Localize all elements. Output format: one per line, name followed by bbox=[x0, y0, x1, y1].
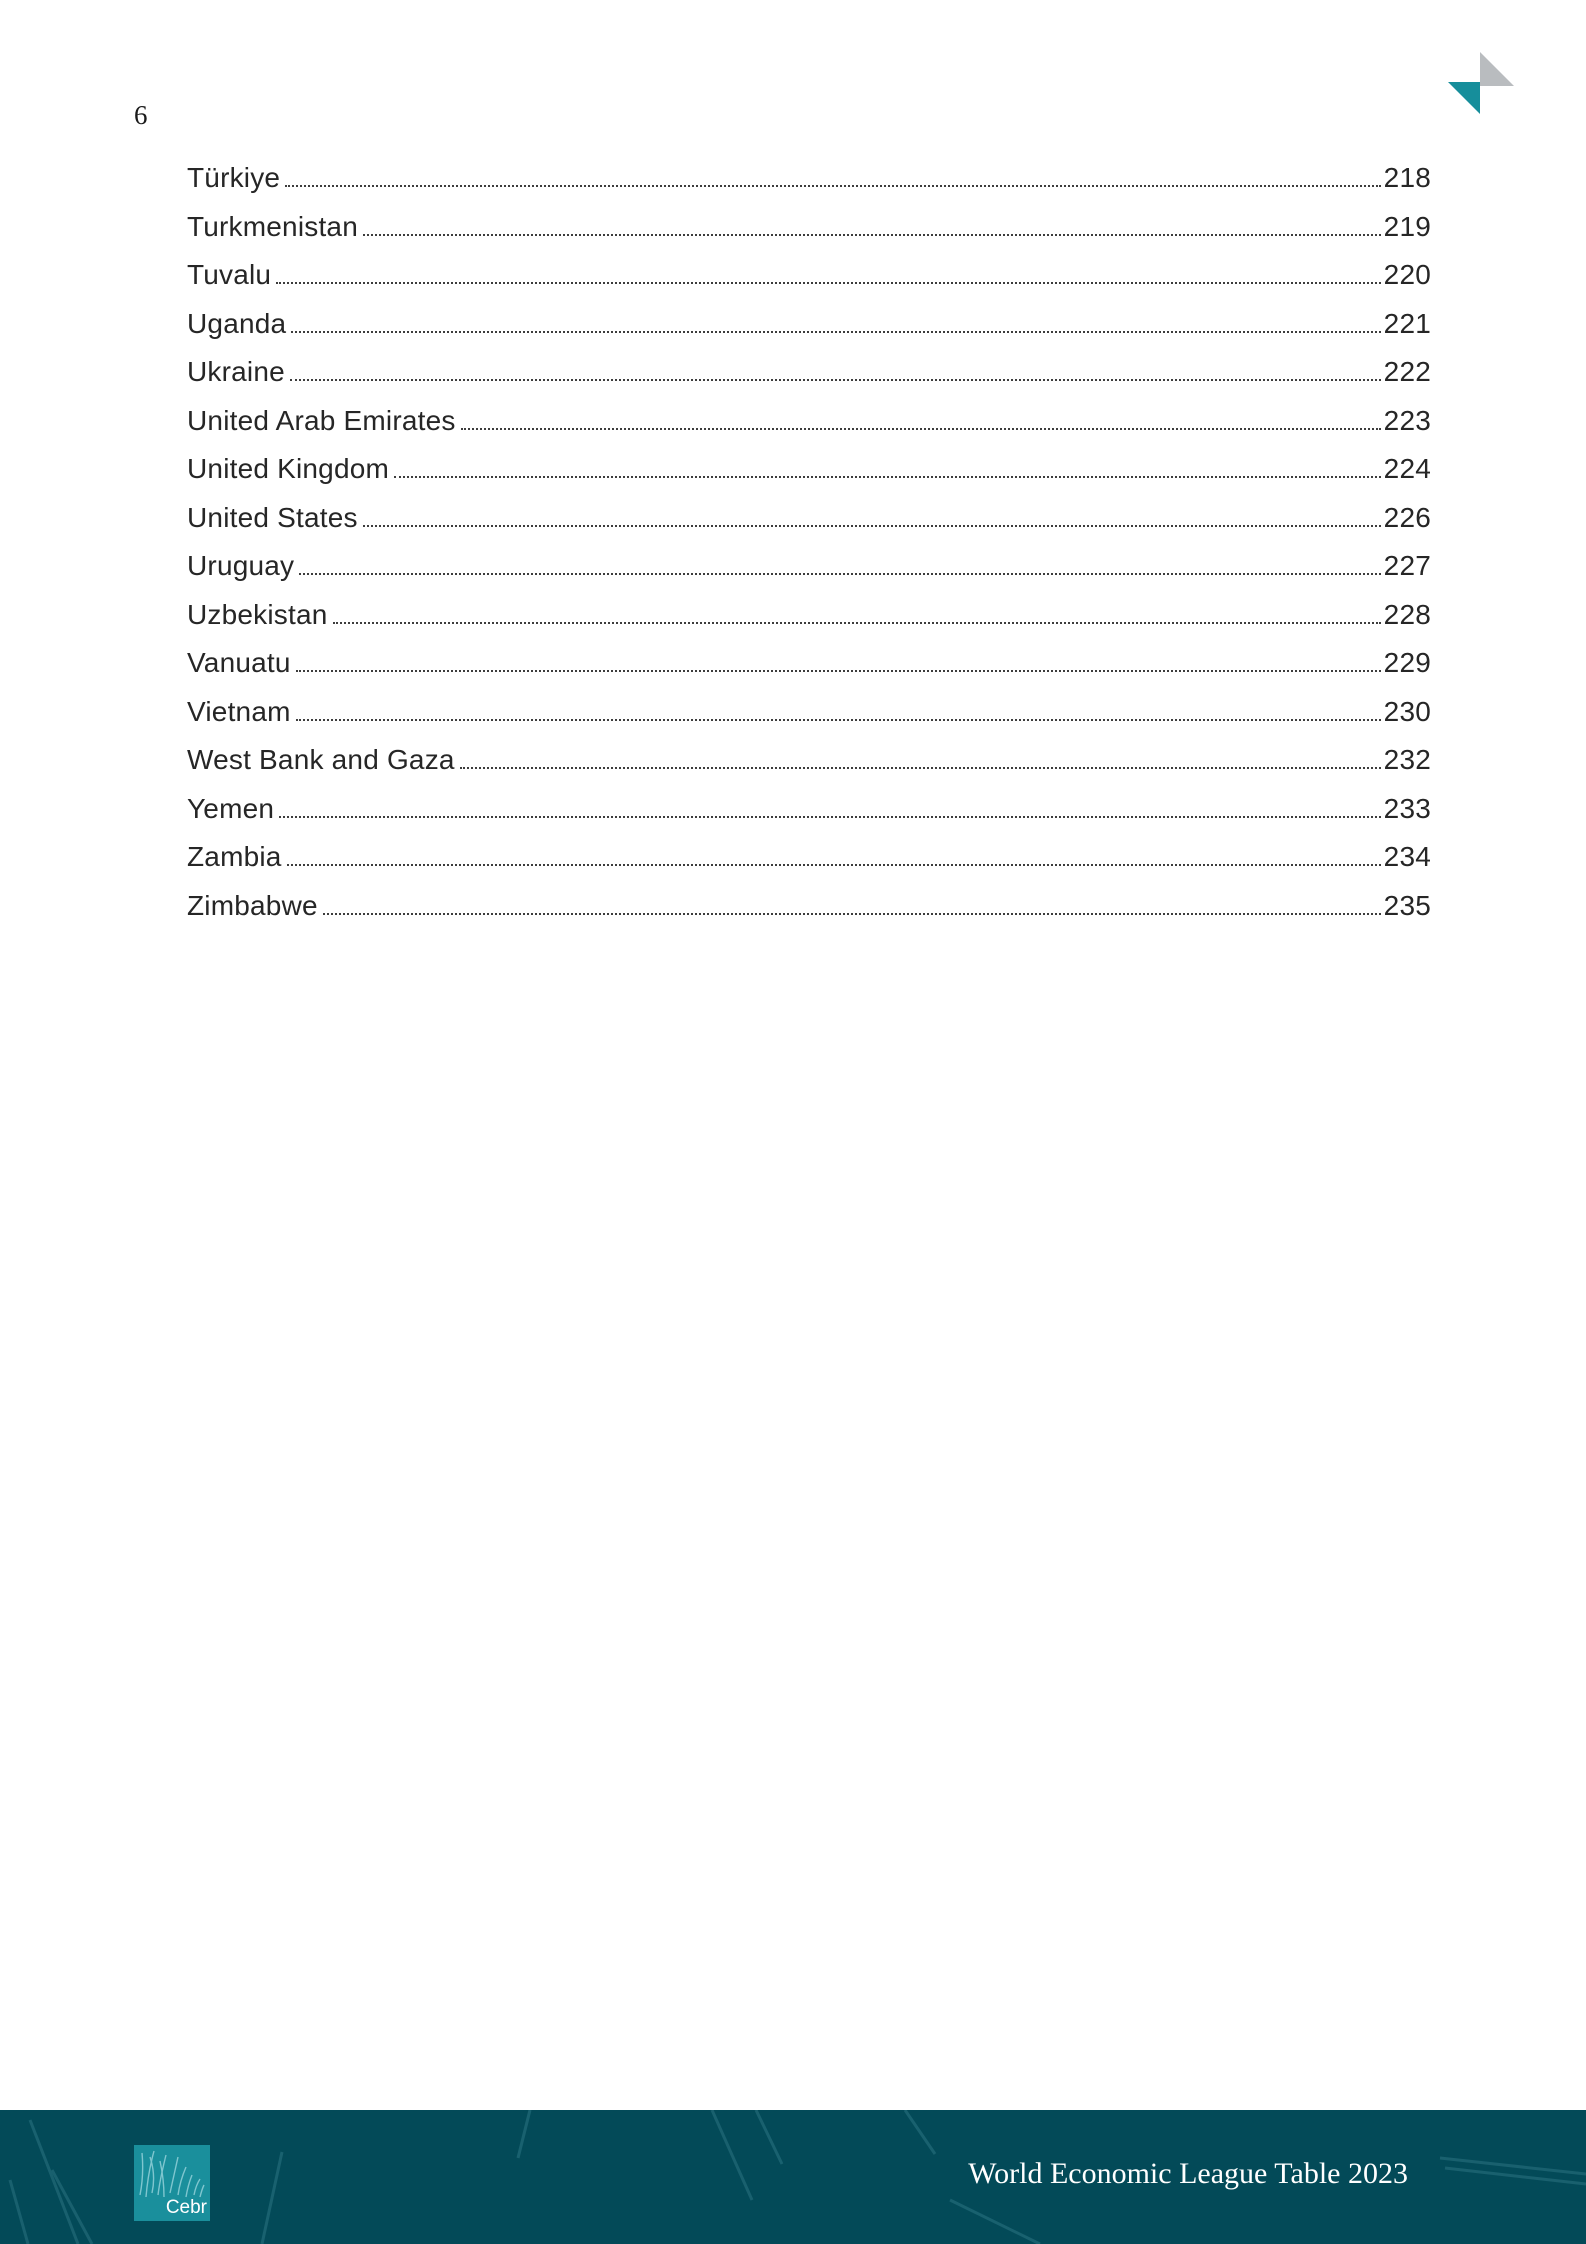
toc-entry-name: Ukraine bbox=[187, 356, 285, 387]
toc-entry[interactable] bbox=[187, 259, 1431, 308]
toc-entry-page: 226 bbox=[1383, 501, 1431, 533]
toc-entry[interactable] bbox=[187, 162, 1431, 211]
toc-entry-name: United Arab Emirates bbox=[187, 404, 456, 436]
toc-entry-name: Türkiye bbox=[187, 162, 281, 193]
toc-entry-page: 221 bbox=[1383, 307, 1431, 339]
toc-entry-name: Zimbabwe bbox=[187, 889, 318, 921]
toc-entry[interactable] bbox=[187, 744, 1431, 793]
logo-text: Cebr bbox=[165, 2197, 207, 2218]
corner-triangles-icon bbox=[1444, 52, 1516, 116]
dot-leader bbox=[287, 864, 1381, 866]
cebr-logo-icon bbox=[134, 2145, 210, 2221]
dot-leader bbox=[296, 719, 1381, 721]
toc-entry-page: 227 bbox=[1383, 550, 1431, 581]
toc-entry[interactable] bbox=[187, 696, 1431, 745]
footer-title: World Economic League Table 2023 bbox=[968, 2157, 1408, 2190]
toc-entry[interactable] bbox=[187, 308, 1431, 357]
toc-entry[interactable] bbox=[187, 647, 1431, 696]
toc-entry[interactable] bbox=[187, 890, 1431, 939]
toc-entry[interactable] bbox=[187, 599, 1431, 648]
toc-entry-page: 219 bbox=[1383, 210, 1431, 242]
toc-entry-name: West Bank and Gaza bbox=[187, 744, 455, 775]
toc-entry-page: 228 bbox=[1383, 598, 1431, 630]
toc-entry-page: 223 bbox=[1383, 404, 1431, 436]
page-number: 6 bbox=[134, 100, 148, 130]
toc-entry[interactable] bbox=[187, 841, 1431, 890]
footer-band bbox=[0, 2110, 1586, 2244]
toc-entry-name: United States bbox=[187, 501, 358, 533]
dot-leader bbox=[279, 816, 1381, 818]
dot-leader bbox=[333, 622, 1381, 624]
toc-entry-page: 230 bbox=[1383, 695, 1431, 727]
toc-entry-name: Turkmenistan bbox=[187, 210, 358, 242]
toc-entry[interactable] bbox=[187, 211, 1431, 260]
dot-leader bbox=[460, 767, 1381, 769]
dot-leader bbox=[363, 234, 1381, 236]
toc-entry-name: Uruguay bbox=[187, 550, 295, 581]
dot-leader bbox=[323, 913, 1381, 915]
dot-leader bbox=[363, 525, 1381, 527]
table-of-contents bbox=[187, 162, 1431, 938]
toc-entry-name: United Kingdom bbox=[187, 453, 390, 484]
toc-entry-page: 224 bbox=[1383, 453, 1431, 484]
toc-entry-name: Yemen bbox=[187, 792, 275, 824]
dot-leader bbox=[285, 185, 1380, 187]
toc-entry-page: 218 bbox=[1383, 162, 1431, 193]
toc-entry-page: 220 bbox=[1383, 259, 1431, 290]
toc-entry[interactable] bbox=[187, 550, 1431, 599]
toc-entry-name: Vietnam bbox=[187, 695, 291, 727]
toc-entry[interactable] bbox=[187, 793, 1431, 842]
toc-entry[interactable] bbox=[187, 502, 1431, 551]
toc-entry[interactable] bbox=[187, 356, 1431, 405]
toc-entry-name: Zambia bbox=[187, 841, 282, 872]
toc-entry-page: 232 bbox=[1383, 744, 1431, 775]
toc-entry-name: Uzbekistan bbox=[187, 598, 328, 630]
dot-leader bbox=[394, 476, 1381, 478]
toc-entry-name: Uganda bbox=[187, 307, 287, 339]
dot-leader bbox=[276, 282, 1380, 284]
dot-leader bbox=[299, 573, 1380, 575]
toc-entry-page: 235 bbox=[1383, 889, 1431, 921]
dot-leader bbox=[291, 331, 1380, 333]
toc-entry-page: 229 bbox=[1383, 647, 1431, 678]
toc-entry-page: 233 bbox=[1383, 792, 1431, 824]
toc-entry-page: 234 bbox=[1383, 841, 1431, 872]
toc-entry-name: Tuvalu bbox=[187, 259, 272, 290]
toc-entry-page: 222 bbox=[1383, 356, 1431, 387]
dot-leader bbox=[461, 428, 1381, 430]
dot-leader bbox=[296, 670, 1381, 672]
toc-entry-name: Vanuatu bbox=[187, 647, 291, 678]
toc-entry[interactable] bbox=[187, 405, 1431, 454]
toc-entry[interactable] bbox=[187, 453, 1431, 502]
dot-leader bbox=[290, 379, 1381, 381]
